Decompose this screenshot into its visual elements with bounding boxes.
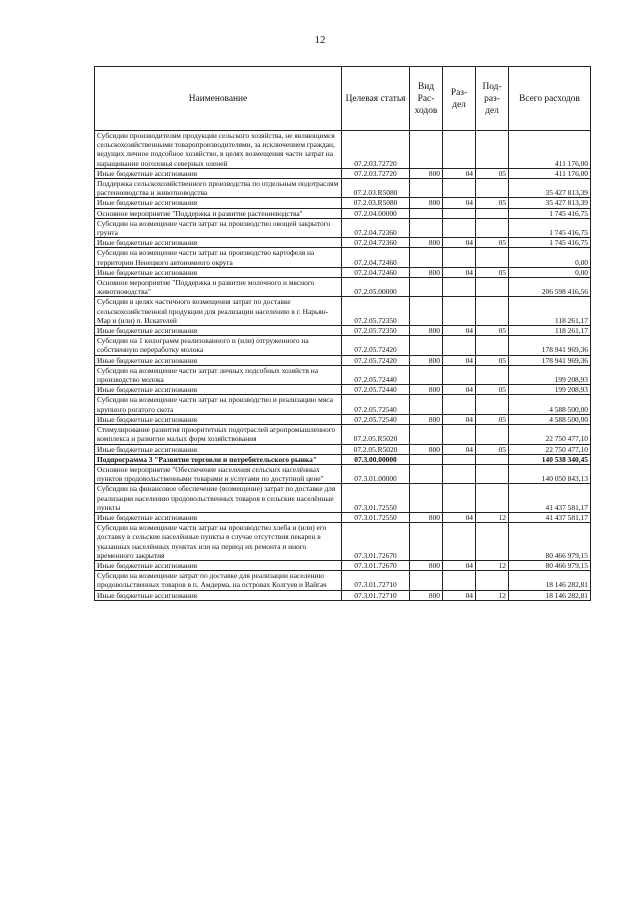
row-total-cell: 199 208,93 [509,385,591,395]
row-target-article-cell: 07.2.05.72350 [342,326,410,336]
table-body [95,131,591,601]
row-target-article-cell: 07.2.03.72720 [342,131,410,169]
header-total-expenses: Всего расходов [509,67,591,131]
row-target-article-cell: 07.2.04.72460 [342,248,410,267]
table-row [95,326,591,336]
row-section-cell: 04 [443,385,476,395]
table-row [95,365,591,384]
row-total-cell: 35 427 813,39 [509,198,591,208]
row-total-cell: 4 588 500,00 [509,414,591,424]
row-section-cell: 04 [443,198,476,208]
row-name-cell: Субсидии на возмещение затрат по доставке для реализации населению продовольственных товаров в п. Амдерма, на островах Колгуев и Вайгач [95,571,342,590]
table-row [95,385,591,395]
row-expense-type-cell [410,208,443,218]
row-expense-type-cell: 800 [410,414,443,424]
row-subsection-cell: 05 [476,355,509,365]
row-target-article-cell: 07.2.05.72420 [342,355,410,365]
row-total-cell: 22 750 477,10 [509,444,591,454]
row-total-cell: 22 750 477,10 [509,425,591,444]
row-expense-type-cell: 800 [410,355,443,365]
row-total-cell: 140 538 340,45 [509,454,591,464]
row-section-cell [443,523,476,561]
table-row [95,131,591,169]
row-name-cell: Субсидии на возмещение части затрат на производство хлеба и (или) его доставку в сельские населённые пункты в случае отсутствия пекарен в указанных населённых пунктах или на период их ремонта и иного временного закрытия [95,523,342,561]
row-total-cell: 411 176,00 [509,168,591,178]
row-subsection-cell [476,484,509,513]
table-row [95,218,591,237]
row-target-article-cell: 07.2.05.R5020 [342,425,410,444]
row-total-cell: 118 261,17 [509,326,591,336]
row-expense-type-cell: 800 [410,238,443,248]
row-expense-type-cell [410,297,443,326]
row-target-article-cell: 07.3.01.72670 [342,560,410,570]
row-name-cell: Основное мероприятие "Поддержка и развитие молочного и мясного животноводства" [95,278,342,297]
row-expense-type-cell [410,248,443,267]
row-target-article-cell: 07.2.04.72460 [342,267,410,277]
row-expense-type-cell: 800 [410,198,443,208]
row-target-article-cell: 07.2.05.R5020 [342,444,410,454]
row-expense-type-cell: 800 [410,444,443,454]
row-section-cell [443,395,476,414]
row-subsection-cell [476,179,509,198]
row-section-cell: 04 [443,414,476,424]
row-total-cell: 1 745 416,75 [509,208,591,218]
row-subsection-cell [476,218,509,237]
row-subsection-cell: 12 [476,512,509,522]
row-name-cell: Иные бюджетные ассигнования [95,355,342,365]
row-section-cell: 04 [443,238,476,248]
row-subsection-cell [476,336,509,355]
row-section-cell [443,179,476,198]
row-total-cell: 4 588 500,00 [509,395,591,414]
row-name-cell: Иные бюджетные ассигнования [95,198,342,208]
row-name-cell: Стимулирование развития приоритетных подотраслей агропромышленного комплекса и развитие малых форм хозяйствования [95,425,342,444]
row-name-cell: Иные бюджетные ассигнования [95,560,342,570]
row-expense-type-cell [410,454,443,464]
row-subsection-cell: 05 [476,267,509,277]
row-subsection-cell: 05 [476,326,509,336]
row-target-article-cell: 07.3.01.00000 [342,464,410,483]
row-expense-type-cell [410,464,443,483]
table-row [95,571,591,590]
row-section-cell [443,484,476,513]
row-section-cell [443,131,476,169]
row-target-article-cell: 07.3.00.00000 [342,454,410,464]
row-name-cell: Иные бюджетные ассигнования [95,512,342,522]
row-target-article-cell: 07.2.05.72540 [342,414,410,424]
row-expense-type-cell [410,365,443,384]
row-section-cell [443,464,476,483]
row-name-cell: Субсидии производителям продукции сельского хозяйства, не являющимся сельскохозяйственными товаропроизводителями, за исключением граждан, ведущих личное подсобное хозяйство, в целях возмещения части затрат на наращивание поголовья северных оленей [95,131,342,169]
table-row [95,297,591,326]
row-section-cell: 04 [443,355,476,365]
row-name-cell: Подпрограмма 3 "Развитие торговли и потребительского рынка" [95,454,342,464]
row-subsection-cell: 05 [476,168,509,178]
header-target-article: Целевая статья [342,67,410,131]
row-target-article-cell: 07.2.05.72350 [342,297,410,326]
row-total-cell: 411 176,00 [509,131,591,169]
row-expense-type-cell [410,523,443,561]
row-target-article-cell: 07.2.03.R5080 [342,198,410,208]
row-expense-type-cell [410,571,443,590]
row-expense-type-cell [410,218,443,237]
header-expense-type: Вид Рас-ходов [410,67,443,131]
table-row [95,278,591,297]
row-section-cell [443,297,476,326]
table-row [95,590,591,600]
row-target-article-cell: 07.3.01.72550 [342,512,410,522]
row-subsection-cell [476,131,509,169]
row-total-cell: 178 941 969,36 [509,336,591,355]
table-header-row [95,67,591,131]
table-row [95,484,591,513]
table-row [95,512,591,522]
row-target-article-cell: 07.3.01.72550 [342,484,410,513]
table-row [95,523,591,561]
row-total-cell: 206 598 416,56 [509,278,591,297]
row-name-cell: Поддержка сельскохозяйственного производства по отдельным подотраслям растениеводства и животноводства [95,179,342,198]
row-name-cell: Иные бюджетные ассигнования [95,168,342,178]
row-expense-type-cell [410,395,443,414]
row-subsection-cell: 12 [476,590,509,600]
row-target-article-cell: 07.3.01.72710 [342,590,410,600]
row-subsection-cell [476,395,509,414]
row-section-cell [443,365,476,384]
row-subsection-cell [476,278,509,297]
row-name-cell: Субсидии на финансовое обеспечение (возмещение) затрат по доставке для реализации населению продовольственных товаров в сельские населённые пункты [95,484,342,513]
row-name-cell: Основное мероприятие "Обеспечение населения сельских населённых пунктов продовольственными товарами и услугами по доступной цене" [95,464,342,483]
row-name-cell: Основное мероприятие "Поддержка и развитие растениеводства" [95,208,342,218]
row-target-article-cell: 07.2.05.72540 [342,395,410,414]
row-subsection-cell: 05 [476,414,509,424]
row-subsection-cell [476,208,509,218]
budget-table [94,66,591,601]
row-section-cell [443,208,476,218]
row-total-cell: 178 941 969,36 [509,355,591,365]
row-total-cell: 80 466 979,15 [509,523,591,561]
row-subsection-cell [476,297,509,326]
row-section-cell: 04 [443,560,476,570]
row-total-cell: 41 437 581,17 [509,512,591,522]
row-name-cell: Субсидии в целях частичного возмещения затрат по доставке сельскохозяйственной продукции для реализации населению в г. Нарьян-Мар и (или) п. Искателей [95,297,342,326]
row-total-cell: 118 261,17 [509,297,591,326]
row-subsection-cell: 05 [476,238,509,248]
row-section-cell: 04 [443,267,476,277]
row-target-article-cell: 07.2.03.72720 [342,168,410,178]
row-total-cell: 0,00 [509,267,591,277]
row-section-cell [443,571,476,590]
row-expense-type-cell: 800 [410,512,443,522]
row-target-article-cell: 07.2.05.00000 [342,278,410,297]
table-row [95,168,591,178]
row-total-cell: 18 146 282,81 [509,590,591,600]
row-total-cell: 0,00 [509,248,591,267]
row-subsection-cell [476,571,509,590]
table-row [95,336,591,355]
table-row [95,560,591,570]
row-expense-type-cell: 800 [410,267,443,277]
row-section-cell: 04 [443,326,476,336]
row-expense-type-cell: 800 [410,326,443,336]
row-name-cell: Иные бюджетные ассигнования [95,414,342,424]
row-total-cell: 140 050 843,13 [509,464,591,483]
row-expense-type-cell: 800 [410,385,443,395]
row-total-cell: 1 745 416,75 [509,238,591,248]
row-section-cell [443,425,476,444]
table-row [95,464,591,483]
row-expense-type-cell [410,484,443,513]
row-name-cell: Иные бюджетные ассигнования [95,590,342,600]
row-target-article-cell: 07.2.04.72360 [342,238,410,248]
row-target-article-cell: 07.2.03.R5080 [342,179,410,198]
row-name-cell: Субсидии на 1 килограмм реализованного и (или) отгруженного на собственную переработку молока [95,336,342,355]
header-subsection: Под-раз-дел [476,67,509,131]
row-section-cell [443,454,476,464]
row-total-cell: 18 146 282,81 [509,571,591,590]
row-section-cell [443,336,476,355]
row-subsection-cell [476,464,509,483]
row-subsection-cell [476,365,509,384]
table-row [95,414,591,424]
row-name-cell: Иные бюджетные ассигнования [95,326,342,336]
table-row [95,355,591,365]
row-subsection-cell: 05 [476,444,509,454]
row-name-cell: Иные бюджетные ассигнования [95,444,342,454]
row-total-cell: 41 437 581,17 [509,484,591,513]
row-name-cell: Субсидии на возмещение части затрат на производство овощей закрытого грунта [95,218,342,237]
row-target-article-cell: 07.2.04.00000 [342,208,410,218]
row-section-cell [443,278,476,297]
row-subsection-cell [476,248,509,267]
table-row [95,179,591,198]
row-expense-type-cell: 800 [410,560,443,570]
row-target-article-cell: 07.2.05.72440 [342,365,410,384]
table-row [95,444,591,454]
row-expense-type-cell [410,179,443,198]
page-number: 12 [314,34,326,46]
row-name-cell: Иные бюджетные ассигнования [95,385,342,395]
row-target-article-cell: 07.3.01.72710 [342,571,410,590]
row-target-article-cell: 07.2.04.72360 [342,218,410,237]
row-name-cell: Субсидии на возмещение части затрат личных подсобных хозяйств на производство молока [95,365,342,384]
row-expense-type-cell [410,336,443,355]
row-subsection-cell: 05 [476,385,509,395]
table-row [95,267,591,277]
header-name: Наименование [95,67,342,131]
row-name-cell: Иные бюджетные ассигнования [95,238,342,248]
row-target-article-cell: 07.2.05.72440 [342,385,410,395]
row-name-cell: Иные бюджетные ассигнования [95,267,342,277]
row-section-cell: 04 [443,512,476,522]
table-row [95,238,591,248]
table-row [95,198,591,208]
table-row [95,454,591,464]
row-subsection-cell [476,523,509,561]
row-section-cell: 04 [443,168,476,178]
table-row [95,395,591,414]
row-expense-type-cell: 800 [410,168,443,178]
row-target-article-cell: 07.3.01.72670 [342,523,410,561]
row-expense-type-cell [410,131,443,169]
table-row [95,248,591,267]
row-total-cell: 199 208,93 [509,365,591,384]
row-subsection-cell [476,454,509,464]
table-row [95,425,591,444]
row-section-cell: 04 [443,444,476,454]
table-row [95,208,591,218]
row-subsection-cell: 12 [476,560,509,570]
row-section-cell [443,218,476,237]
header-section: Раз-дел [443,67,476,131]
row-total-cell: 35 427 813,39 [509,179,591,198]
row-expense-type-cell: 800 [410,590,443,600]
row-subsection-cell: 05 [476,198,509,208]
row-name-cell: Субсидии на возмещение части затрат на производство и реализацию мяса крупного рогатого скота [95,395,342,414]
row-total-cell: 80 466 979,15 [509,560,591,570]
row-section-cell: 04 [443,590,476,600]
row-name-cell: Субсидии на возмещение части затрат на производство картофеля на территории Ненецкого автономного округа [95,248,342,267]
row-section-cell [443,248,476,267]
row-expense-type-cell [410,425,443,444]
row-subsection-cell [476,425,509,444]
row-target-article-cell: 07.2.05.72420 [342,336,410,355]
row-expense-type-cell [410,278,443,297]
row-total-cell: 1 745 416,75 [509,218,591,237]
